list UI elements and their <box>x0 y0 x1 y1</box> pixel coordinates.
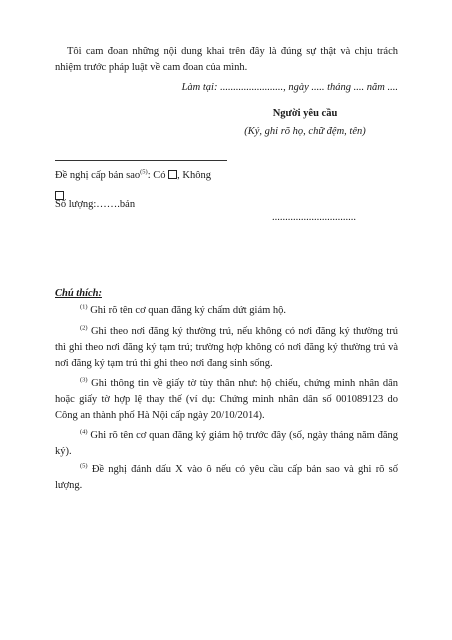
copy-request-label: Đề nghị cấp bản sao <box>55 170 141 181</box>
notes-title: Chú thích: <box>55 288 102 299</box>
note-text: Ghi theo nơi đăng ký thường trú, nếu không có nơi đăng ký thường trú thì ghi theo nơi đăng ký tạm trú; trường hợp không có nơi đăng ký thường trú và nơi đăng ký tạm trú thì ghi theo nơi đang sinh sống. <box>55 326 398 369</box>
note-sup: (4) <box>80 428 88 436</box>
signature-hint: (Ký, ghi rõ họ, chữ đệm, tên) <box>244 126 366 137</box>
place-date-line: Làm tại: ........................, ngày ..... tháng .... năm .... <box>181 82 398 93</box>
quantity-line: Số lượng:…….bản <box>55 199 136 210</box>
note-text: Ghi rõ tên cơ quan đăng ký chấm dứt giám hộ. <box>87 305 287 316</box>
note-item <box>55 376 398 424</box>
note-text: Ghi rõ tên cơ quan đăng ký giám hộ trước đây (số, ngày tháng năm đăng ký). <box>55 430 398 457</box>
note-item <box>55 462 398 494</box>
note-sup: (1) <box>80 303 88 311</box>
note-item <box>55 324 398 372</box>
copy-request-line <box>55 168 255 184</box>
copy-request-co: : Có <box>147 170 166 181</box>
requester-title: Người yêu cầu <box>272 108 338 119</box>
yes-checkbox[interactable] <box>168 170 177 179</box>
note-sup: (2) <box>80 324 88 332</box>
note-item <box>55 428 398 460</box>
commitment-text: Tôi cam đoan những nội dung khai trên đây là đúng sự thật và chịu trách nhiệm trước pháp luật về cam đoan của mình. <box>55 46 398 73</box>
copy-request-khong: , Không <box>177 170 211 181</box>
copy-request-sup: (5) <box>140 168 148 176</box>
divider-line <box>55 160 227 161</box>
note-sup: (5) <box>80 462 88 470</box>
note-text: Đề nghị đánh dấu X vào ô nếu có yêu cầu cấp bản sao và ghi rõ số lượng. <box>55 464 398 491</box>
note-text: Ghi thông tin về giấy tờ tùy thân như: hộ chiếu, chứng minh nhân dân hoặc giấy tờ hợp lệ thay thế (ví dụ: Chứng minh nhân dân số 001089123 do Công an thành phố Hà Nội cấp ngày 20/10/2014). <box>55 378 398 421</box>
note-item <box>55 303 398 319</box>
signature-dots: ................................ <box>272 212 356 223</box>
note-sup: (3) <box>80 376 88 384</box>
